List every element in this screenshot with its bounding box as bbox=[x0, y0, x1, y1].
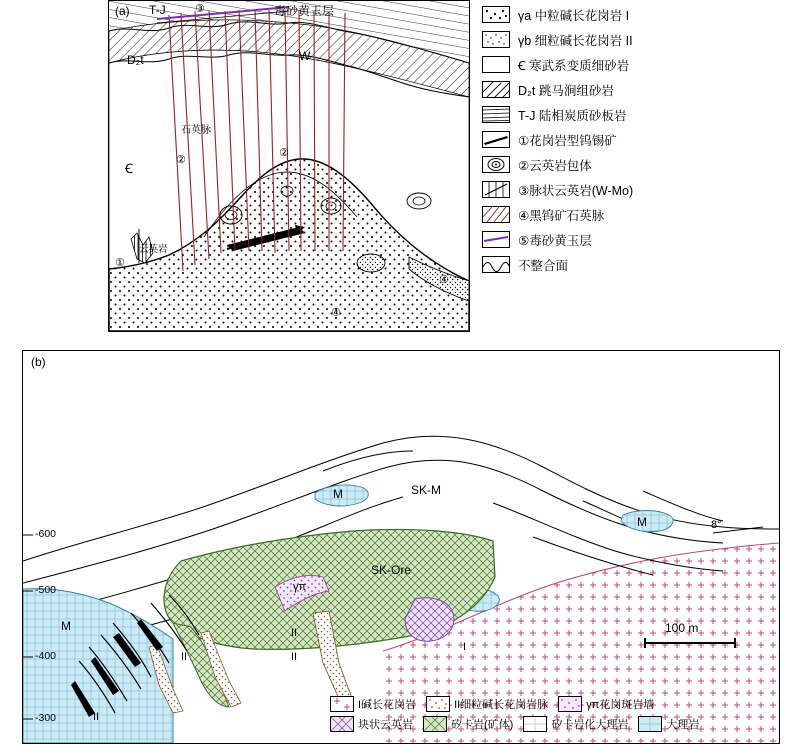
cross-section-panel-b bbox=[22, 350, 780, 744]
legend-swatch-fine-granite-dyke bbox=[426, 696, 450, 712]
legend-panel-b bbox=[330, 696, 790, 736]
annotation-d2t: D₂t bbox=[127, 53, 144, 67]
legend-row-1 bbox=[330, 696, 790, 712]
annotation-circle-5: ③ bbox=[195, 3, 205, 15]
legend-swatch-granite-porphyry-dyke bbox=[558, 696, 582, 712]
annotation-top-seam: 毒砂黄玉层 bbox=[274, 4, 335, 18]
legend-label: 不整合面 bbox=[518, 258, 569, 273]
annotation-dip-angle: 8° bbox=[711, 519, 722, 531]
annotation-circle-4a: ② bbox=[176, 154, 186, 166]
legend-item bbox=[330, 716, 413, 732]
legend-swatch-vein-greisen bbox=[482, 181, 510, 198]
panel-a-label: (a) bbox=[115, 4, 130, 18]
cross-section-panel-a bbox=[108, 0, 470, 332]
scale-bar-label: 100 m bbox=[665, 621, 699, 635]
elevation-label-300: -300 bbox=[35, 712, 57, 724]
legend-label: ③脉状云英岩(W-Mo) bbox=[518, 183, 634, 198]
annotation-ii-1: II bbox=[291, 627, 298, 639]
legend-swatch-greisen-inclusion bbox=[482, 156, 510, 173]
legend-item bbox=[330, 696, 416, 712]
legend-label: 矽卡岩(矿体) bbox=[451, 719, 514, 731]
legend-swatch-d2t bbox=[482, 81, 510, 98]
legend-label: T-J 陆相炭质砂板岩 bbox=[518, 108, 627, 123]
legend-label: ②云英岩包体 bbox=[518, 158, 592, 173]
legend-item bbox=[482, 102, 782, 127]
legend-swatch-massive-greisen bbox=[330, 716, 354, 732]
panel-b-label: (b) bbox=[31, 355, 46, 369]
legend-label: II细粒碱长花岗岩脉 bbox=[454, 699, 549, 711]
legend-item bbox=[482, 152, 782, 177]
annotation-gamma-b: ④ bbox=[439, 274, 449, 286]
legend-row-2 bbox=[330, 716, 790, 732]
legend-label: Ꞓ 寒武系变质细砂岩 bbox=[518, 58, 630, 73]
legend-label: 矽卡岩化大理岩 bbox=[551, 719, 629, 731]
annotation-gamma-pi: γπ bbox=[293, 581, 307, 593]
legend-swatch-arsenopyrite-topaz bbox=[482, 231, 510, 248]
legend-item bbox=[482, 2, 782, 27]
annotation-ii-4: II bbox=[93, 711, 100, 723]
legend-item bbox=[482, 27, 782, 52]
elevation-label-400: -400 bbox=[35, 650, 57, 662]
legend-label: ①花岗岩型钨锡矿 bbox=[518, 133, 617, 148]
annotation-sk-m: SK-M bbox=[411, 483, 441, 497]
legend-label: γπ花岗斑岩墙 bbox=[586, 699, 655, 711]
annotation-w: W bbox=[299, 49, 311, 63]
legend-label: I碱长花岗岩 bbox=[358, 699, 417, 711]
panel-b-geology-svg bbox=[23, 351, 779, 743]
legend-label: 大理岩 bbox=[666, 719, 700, 731]
legend-item bbox=[558, 696, 654, 712]
legend-item bbox=[423, 716, 513, 732]
legend-label: D₂t 跳马涧组砂岩 bbox=[518, 83, 614, 98]
annotation-ii-3: II bbox=[181, 651, 188, 663]
panel-a-geology-svg bbox=[109, 1, 469, 331]
legend-label: ⑤毒砂黄玉层 bbox=[518, 233, 592, 248]
legend-item bbox=[482, 52, 782, 77]
annotation-circle-3: ① bbox=[115, 257, 125, 269]
legend-item bbox=[482, 177, 782, 202]
annotation-marble-3: M bbox=[61, 619, 71, 633]
annotation-gamma-a: ④ bbox=[331, 307, 341, 319]
annotation-marble-1: M bbox=[333, 487, 343, 501]
legend-item bbox=[638, 716, 699, 732]
legend-item bbox=[523, 716, 628, 732]
annotation-i-1: I bbox=[463, 641, 467, 653]
annotation-cambrian: Ꞓ bbox=[125, 161, 133, 176]
legend-item bbox=[482, 227, 782, 252]
legend-swatch-wolframite-vein bbox=[482, 206, 510, 223]
elevation-label-500: -500 bbox=[35, 584, 57, 596]
legend-label: γa 中粒碱长花岗岩 I bbox=[518, 8, 630, 23]
legend-swatch-skarn-ore bbox=[423, 716, 447, 732]
legend-swatch-granite-i bbox=[482, 6, 510, 23]
annotation-sk-ore: SK-Ore bbox=[371, 563, 412, 577]
legend-swatch-skarnized-marble bbox=[523, 716, 547, 732]
legend-label: ④黑钨矿石英脉 bbox=[518, 208, 605, 223]
annotation-quartz-vein: 石英脉 bbox=[181, 125, 211, 136]
annotation-circle-4b: ② bbox=[279, 147, 289, 159]
legend-item bbox=[482, 202, 782, 227]
legend-label: γb 细粒碱长花岗岩 II bbox=[518, 33, 633, 48]
legend-panel-a bbox=[482, 2, 782, 277]
legend-swatch-marble bbox=[638, 716, 662, 732]
legend-item bbox=[482, 77, 782, 102]
elevation-label-600: -600 bbox=[35, 528, 57, 540]
legend-swatch-tj bbox=[482, 106, 510, 123]
legend-swatch-alkali-granite bbox=[330, 696, 354, 712]
legend-label: 块状云英岩 bbox=[358, 719, 413, 731]
legend-swatch-cambrian bbox=[482, 56, 510, 73]
annotation-greisen: 云英岩 bbox=[139, 244, 168, 255]
legend-swatch-wsn-ore bbox=[482, 131, 510, 148]
legend-item bbox=[482, 252, 782, 277]
annotation-tj: T-J bbox=[149, 3, 166, 17]
legend-item bbox=[482, 127, 782, 152]
legend-item bbox=[426, 696, 548, 712]
legend-swatch-unconformity bbox=[482, 256, 510, 273]
annotation-ii-2: II bbox=[291, 651, 298, 663]
annotation-marble-2: M bbox=[637, 515, 647, 529]
legend-swatch-granite-ii bbox=[482, 31, 510, 48]
